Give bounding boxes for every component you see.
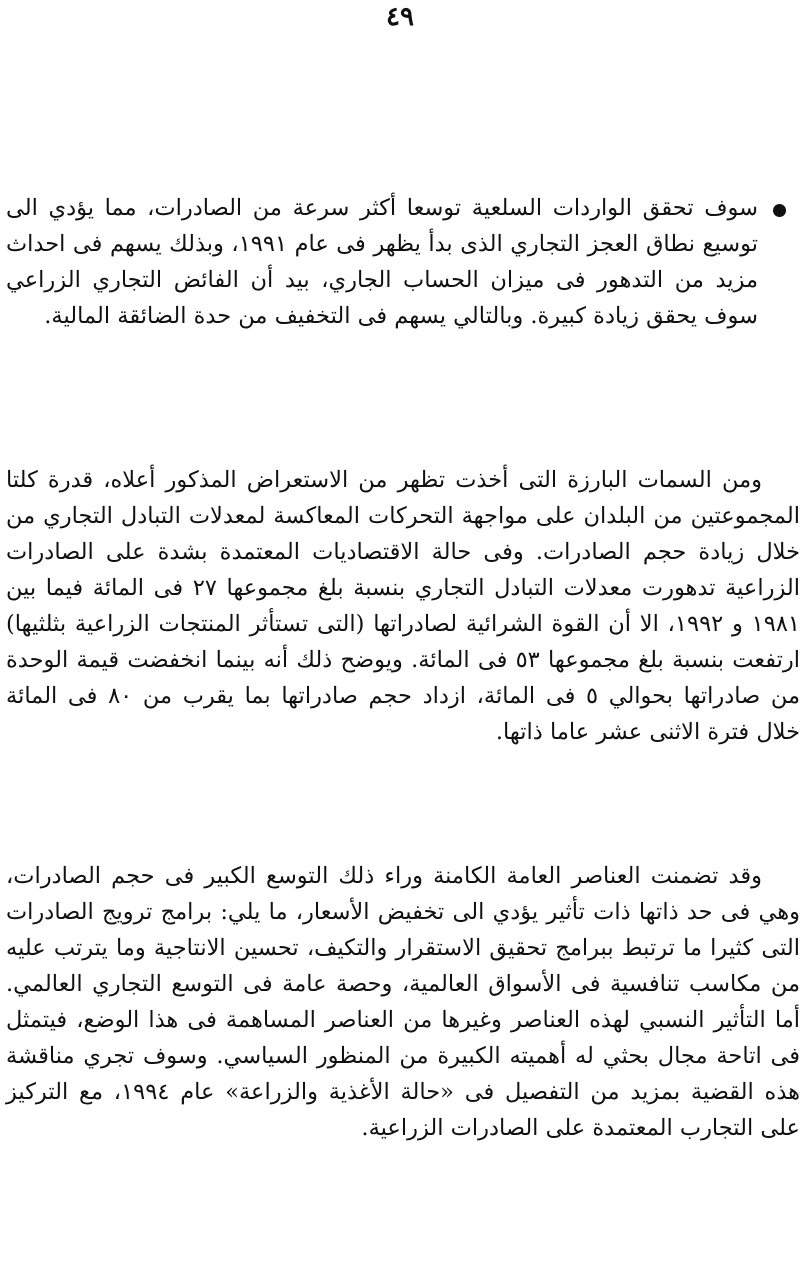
body-paragraph-2-text: وقد تضمنت العناصر العامة الكامنة وراء ذلك التوسع الكبير فى حجم الصادرات، وهي فى حد ذاتها ذات تأثير يؤدي الى تخفيض الأسعار، ما يلي: برامج ترويج الصادرات التى كثيرا ما ترتبط ببرامج تحقيق الاستقرار والتكيف، تحسين الانتاجية وما يترتب عليه من مكاسب تنافسية فى الأسواق العالمية، وحصة عامة فى التوسع التجاري العالمي. أما التأثير النسبي لهذه العناصر وغيرها من العناصر المساهمة فى هذا الوضع، فيتمثل فى اتاحة مجال بحثي له أهميته الكبيرة من المنظور السياسي. وسوف تجري مناقشة هذه القضية بمزيد من التفصيل فى «حالة الأغذية والزراعة» عام ١٩٩٤، مع التركيز على التجارب المعتمدة على الصادرات الزراعية. bbox=[6, 863, 800, 1141]
page-number: ٤٩ bbox=[386, 2, 414, 32]
bullet-paragraph bbox=[6, 190, 758, 334]
body-paragraph-1-text: ومن السمات البارزة التى أخذت تظهر من الاستعراض المذكور أعلاه، قدرة كلتا المجموعتين من البلدان على مواجهة التحركات المعاكسة لمعدلات التبادل التجاري من خلال زيادة حجم الصادرات. وفى حالة الاقتصاديات المعتمدة بشدة على الصادرات الزراعية تدهورت معدلات التبادل التجاري بنسبة بلغ مجموعها ٢٧ فى المائة فيما بين ١٩٨١ و ١٩٩٢، الا أن القوة الشرائية لصادراتها (التى تستأثر المنتجات الزراعية بثلثيها) ارتفعت بنسبة بلغ مجموعها ٥٣ فى المائة. ويوضح ذلك أنه بينما انخفضت قيمة الوحدة من صادراتها بحوالي ٥ فى المائة، ازداد حجم صادراتها بما يقرب من ٨٠ فى المائة خلال فترة الاثنى عشر عاما ذاتها. bbox=[6, 467, 800, 745]
bullet-paragraph-text: سوف تحقق الواردات السلعية توسعا أكثر سرعة من الصادرات، مما يؤدي الى توسيع نطاق العجز التجاري الذى بدأ يظهر فى عام ١٩٩١، وبذلك يسهم فى احداث مزيد من التدهور فى ميزان الحساب الجاري، بيد أن الفائض التجاري الزراعي سوف يحقق زيادة كبيرة. وبالتالي يسهم فى التخفيف من حدة الضائقة المالية. bbox=[6, 195, 759, 329]
body-paragraph-2 bbox=[6, 858, 800, 1146]
bullet-icon bbox=[773, 204, 786, 217]
body-paragraph-1 bbox=[6, 462, 800, 750]
